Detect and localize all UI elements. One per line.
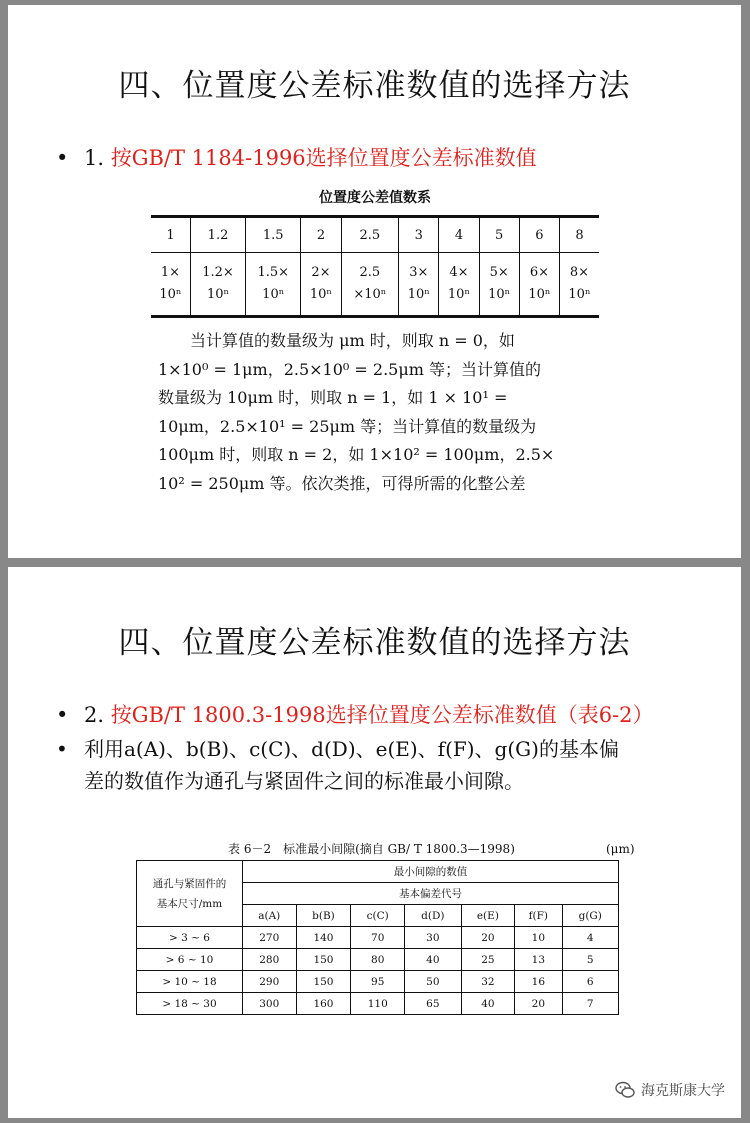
bullet-text-line2: 差的数值作为通孔与紧固件之间的标准最小间隙。 <box>84 769 524 793</box>
tolerance-series-table <box>151 215 599 318</box>
table-row <box>137 993 619 1015</box>
value-cell: 50 <box>405 971 462 993</box>
bullet-item-2 <box>56 699 654 731</box>
header-cell: 4 <box>439 217 479 253</box>
value-cell: 110 <box>351 993 405 1015</box>
bullet-item-1 <box>56 142 537 174</box>
bullet-dot: • <box>56 703 69 727</box>
column-header: e(E) <box>461 905 515 927</box>
value-cell: 290 <box>243 971 297 993</box>
value-cell: 280 <box>243 949 297 971</box>
watermark-logo <box>615 1080 725 1100</box>
header-cell: 1.2 <box>190 217 245 253</box>
bullet-text: 按GB/T 1184-1996选择位置度公差标准数值 <box>110 146 537 170</box>
bullet-number: 2. <box>84 703 111 727</box>
value-cell: 4× 10ⁿ <box>439 253 479 317</box>
paragraph-line: 1×10⁰ = 1μm，2.5×10⁰ = 2.5μm 等；当计算值的 <box>158 359 541 379</box>
value-cell: 25 <box>461 949 515 971</box>
size-cell: > 18 ~ 30 <box>137 993 243 1015</box>
value-cell: 140 <box>296 927 351 949</box>
value-cell: 65 <box>405 993 462 1015</box>
value-cell: 150 <box>296 971 351 993</box>
header-cell: 6 <box>519 217 559 253</box>
watermark-text: 海克斯康大学 <box>641 1083 725 1099</box>
value-cell: 2.5 ×10ⁿ <box>341 253 399 317</box>
paragraph-line: 10² = 250μm 等。依次类推，可得所需的化整公差 <box>158 473 526 493</box>
header-cell: 2.5 <box>341 217 399 253</box>
column-header: b(B) <box>296 905 351 927</box>
table-row <box>137 927 619 949</box>
value-cell: 4 <box>562 927 619 949</box>
min-clearance-table <box>136 860 619 1015</box>
value-cell: 40 <box>461 993 515 1015</box>
column-header: d(D) <box>405 905 462 927</box>
bullet-text-line1: 利用a(A)、b(B)、c(C)、d(D)、e(E)、f(F)、g(G)的基本偏 <box>84 737 619 761</box>
value-cell: 70 <box>351 927 405 949</box>
value-cell: 1.2× 10ⁿ <box>190 253 245 317</box>
value-cell: 6× 10ⁿ <box>519 253 559 317</box>
header-cell: 2 <box>301 217 341 253</box>
paragraph-line: 100μm 时，则取 n = 2，如 1×10² = 100μm，2.5× <box>158 445 555 464</box>
paragraph-line: 10μm，2.5×10¹ = 25μm 等；当计算值的数量级为 <box>158 416 537 436</box>
value-cell: 270 <box>243 927 297 949</box>
table-caption: 位置度公差值数系 <box>319 190 431 206</box>
size-cell: > 3 ~ 6 <box>137 927 243 949</box>
value-cell: 5× 10ⁿ <box>479 253 519 317</box>
column-header: g(G) <box>562 905 619 927</box>
bullet-number: 1. <box>84 146 111 170</box>
header-cell: 5 <box>479 217 519 253</box>
explanation-paragraph <box>158 327 578 498</box>
slide-1 <box>8 5 741 558</box>
column-header: f(F) <box>515 905 562 927</box>
value-cell: 150 <box>296 949 351 971</box>
table-caption: 表 6－2 标准最小间隙(摘自 GB/ T 1800.3—1998) <box>228 842 515 856</box>
value-cell: 6 <box>562 971 619 993</box>
bullet-dot: • <box>56 737 68 761</box>
value-cell: 40 <box>405 949 462 971</box>
value-cell: 300 <box>243 993 297 1015</box>
table-row <box>137 949 619 971</box>
bullet-dot: • <box>56 146 69 170</box>
value-cell: 20 <box>515 993 562 1015</box>
value-cell: 7 <box>562 993 619 1015</box>
slide-title: 四、位置度公差标准数值的选择方法 <box>118 625 631 661</box>
sub-header: 基本偏差代号 <box>243 883 619 905</box>
column-header: a(A) <box>243 905 297 927</box>
value-cell: 16 <box>515 971 562 993</box>
value-cell: 8× 10ⁿ <box>560 253 600 317</box>
size-cell: > 10 ~ 18 <box>137 971 243 993</box>
value-cell: 20 <box>461 927 515 949</box>
table-unit: (μm) <box>606 842 635 856</box>
value-cell: 5 <box>562 949 619 971</box>
value-cell: 10 <box>515 927 562 949</box>
column-header: c(C) <box>351 905 405 927</box>
wechat-icon <box>615 1081 635 1099</box>
value-cell: 3× 10ⁿ <box>399 253 439 317</box>
paragraph-line: 数量级为 10μm 时，则取 n = 1，如 1 × 10¹ = <box>158 388 508 407</box>
group-header: 最小间隙的数值 <box>243 861 619 883</box>
value-cell: 1× 10ⁿ <box>151 253 190 317</box>
value-cell: 80 <box>351 949 405 971</box>
slide-2 <box>8 567 741 1118</box>
value-cell: 95 <box>351 971 405 993</box>
corner-header: 通孔与紧固件的 基本尺寸/mm <box>137 861 243 927</box>
header-cell: 3 <box>399 217 439 253</box>
value-cell: 32 <box>461 971 515 993</box>
header-cell: 1 <box>151 217 190 253</box>
bullet-item-3 <box>56 733 619 797</box>
size-cell: > 6 ~ 10 <box>137 949 243 971</box>
bullet-text: 按GB/T 1800.3-1998选择位置度公差标准数值（表6-2） <box>110 703 654 727</box>
value-cell: 160 <box>296 993 351 1015</box>
value-cell: 2× 10ⁿ <box>301 253 341 317</box>
paragraph-line: 当计算值的数量级为 μm 时，则取 n = 0，如 <box>158 331 515 350</box>
header-cell: 1.5 <box>246 217 301 253</box>
value-cell: 30 <box>405 927 462 949</box>
header-cell: 8 <box>560 217 600 253</box>
slide-title: 四、位置度公差标准数值的选择方法 <box>118 68 631 104</box>
value-cell: 13 <box>515 949 562 971</box>
table-row <box>137 971 619 993</box>
value-cell: 1.5× 10ⁿ <box>246 253 301 317</box>
